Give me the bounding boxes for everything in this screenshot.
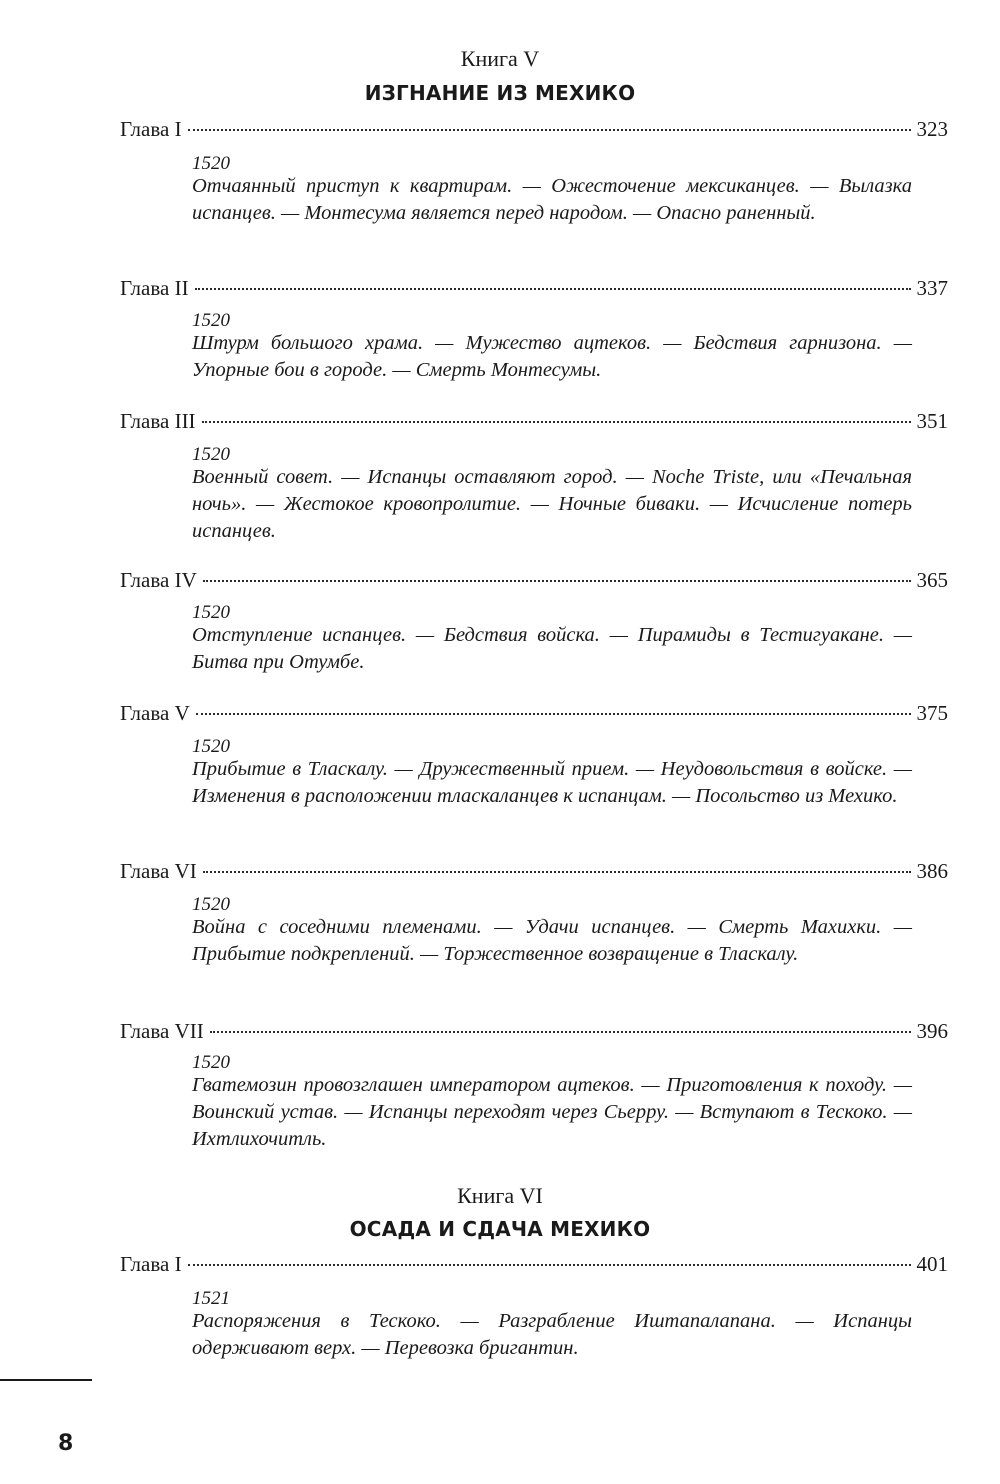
dot-leader xyxy=(195,288,911,290)
chapter-label: Глава IV xyxy=(120,568,197,592)
chapter-summary: Гватемозин провозглашен императором ацтеков. — Приготовления к походу. — Воинский устав. — Испанцы переходят через Сьерру. — Вступают в Тескоко. — Ихтлихочитль. xyxy=(192,1074,912,1150)
chapter-summary: Прибытие в Тласкалу. — Дружественный прием. — Неудовольствия в войске. — Изменения в расположении тласкаланцев к испанцам. — Посольство из Мехико. xyxy=(192,758,912,807)
chapter-year: 1520 xyxy=(192,602,230,623)
book-title: ИЗГНАНИЕ ИЗ МЕХИКО xyxy=(364,81,636,105)
dot-leader xyxy=(203,871,911,873)
chapter-summary: Распоряжения в Тескоко. — Разграбление Иштапалапана. — Испанцы одерживают верх. — Перевозка бригантин. xyxy=(192,1310,912,1359)
chapter-year: 1520 xyxy=(192,153,230,174)
chapter-label: Глава II xyxy=(120,276,189,300)
dot-leader xyxy=(196,713,911,715)
dot-leader xyxy=(188,129,911,131)
chapter-label: Глава VII xyxy=(120,1019,204,1043)
chapter-summary: Война с соседними племенами. — Удачи испанцев. — Смерть Махихки. — Прибытие подкреплений. — Торжественное возвращение в Тласкалу. xyxy=(192,916,912,965)
chapter-label: Глава V xyxy=(120,701,190,725)
dot-leader xyxy=(202,421,911,423)
chapter-year: 1520 xyxy=(192,736,230,757)
toc-entry[interactable] xyxy=(120,407,948,435)
chapter-year: 1520 xyxy=(192,1052,230,1073)
toc-entry[interactable] xyxy=(120,115,948,143)
chapter-page-number: 401 xyxy=(916,1252,948,1276)
chapter-page-number: 351 xyxy=(916,409,948,433)
chapter-year: 1520 xyxy=(192,894,230,915)
chapter-year: 1521 xyxy=(192,1288,230,1309)
chapter-page-number: 375 xyxy=(916,701,948,725)
chapter-page-number: 365 xyxy=(916,568,948,592)
chapter-label: Глава III xyxy=(120,409,196,433)
chapter-page-number: 386 xyxy=(916,859,948,883)
chapter-page-number: 337 xyxy=(916,276,948,300)
chapter-summary: Штурм большого храма. — Мужество ацтеков. — Бедствия гарнизона. — Упорные бои в городе. — Смерть Монтесумы. xyxy=(192,332,912,381)
page-number: 8 xyxy=(58,1431,74,1456)
chapter-year: 1520 xyxy=(192,310,230,331)
chapter-page-number: 323 xyxy=(916,117,948,141)
footer-rule xyxy=(0,1379,92,1381)
book-label: Книга V xyxy=(460,46,540,71)
toc-entry[interactable] xyxy=(120,1017,948,1045)
dot-leader xyxy=(188,1264,911,1266)
toc-entry[interactable] xyxy=(120,566,948,594)
dot-leader xyxy=(203,580,911,582)
chapter-year: 1520 xyxy=(192,444,230,465)
chapter-page-number: 396 xyxy=(916,1019,948,1043)
toc-entry[interactable] xyxy=(120,699,948,727)
chapter-summary: Отступление испанцев. — Бедствия войска. — Пирамиды в Тестигуакане. — Битва при Отумбе. xyxy=(192,624,912,673)
dot-leader xyxy=(210,1031,911,1033)
chapter-label: Глава I xyxy=(120,117,182,141)
toc-entry[interactable] xyxy=(120,1250,948,1278)
book-label: Книга VI xyxy=(457,1183,543,1208)
chapter-summary: Отчаянный приступ к квартирам. — Ожесточение мексиканцев. — Вылазка испанцев. — Монтесума является перед народом. — Опасно раненный. xyxy=(192,175,912,224)
toc-entry[interactable] xyxy=(120,857,948,885)
toc-entry[interactable] xyxy=(120,274,948,302)
chapter-summary: Военный совет. — Испанцы оставляют город. — Noche Triste, или «Печальная ночь». — Жестокое кровопролитие. — Ночные биваки. — Исчисление потерь испанцев. xyxy=(192,466,912,542)
book-title: ОСАДА И СДАЧА МЕХИКО xyxy=(349,1217,651,1241)
chapter-label: Глава I xyxy=(120,1252,182,1276)
chapter-label: Глава VI xyxy=(120,859,197,883)
